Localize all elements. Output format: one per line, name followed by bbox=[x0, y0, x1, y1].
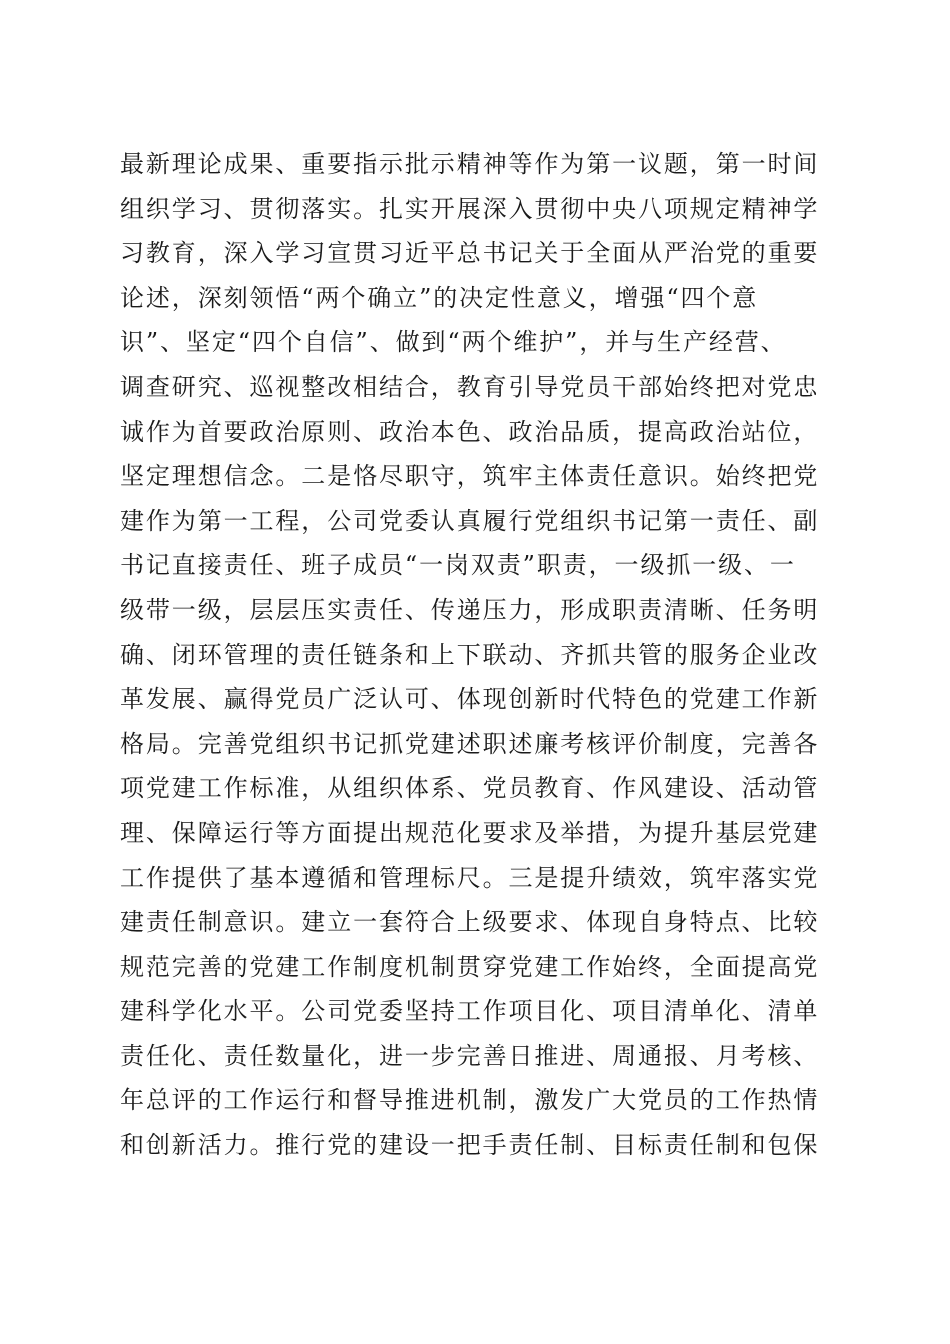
text-line: 习教育，深入学习宣贯习近平总书记关于全面从严治党的重要 bbox=[120, 239, 820, 268]
text-line: 书记直接责任、班子成员“一岗双责”职责，一级抓一级、一 bbox=[120, 551, 796, 580]
text-line: 坚定理想信念。二是恪尽职守，筑牢主体责任意识。始终把党 bbox=[120, 462, 820, 491]
text-line: 建科学化水平。公司党委坚持工作项目化、项目清单化、清单 bbox=[120, 997, 820, 1026]
text-line: 级带一级，层层压实责任、传递压力，形成职责清晰、任务明 bbox=[120, 595, 820, 624]
text-line: 调查研究、巡视整改相结合，教育引导党员干部始终把对党忠 bbox=[120, 372, 820, 401]
text-line: 识”、坚定“四个自信”、做到“两个维护”，并与生产经营、 bbox=[120, 328, 787, 357]
text-line: 最新理论成果、重要指示批示精神等作为第一议题，第一时间 bbox=[120, 150, 820, 178]
text-line: 项党建工作标准，从组织体系、党员教育、作风建设、活动管 bbox=[120, 774, 820, 803]
text-line: 规范完善的党建工作制度机制贯穿党建工作始终，全面提高党 bbox=[120, 952, 820, 981]
text-line: 诚作为首要政治原则、政治本色、政治品质，提高政治站位， bbox=[120, 417, 820, 446]
text-line: 建作为第一工程，公司党委认真履行党组织书记第一责任、副 bbox=[120, 506, 820, 535]
text-line: 革发展、赢得党员广泛认可、体现创新时代特色的党建工作新 bbox=[120, 685, 820, 714]
text-line: 理、保障运行等方面提出规范化要求及举措，为提升基层党建 bbox=[120, 818, 820, 847]
text-line: 年总评的工作运行和督导推进机制，激发广大党员的工作热情 bbox=[120, 1086, 820, 1115]
text-line: 组织学习、贯彻落实。扎实开展深入贯彻中央八项规定精神学 bbox=[120, 194, 820, 223]
text-line: 格局。完善党组织书记抓党建述职述廉考核评价制度，完善各 bbox=[120, 729, 820, 758]
text-line: 建责任制意识。建立一套符合上级要求、体现自身特点、比较 bbox=[120, 908, 820, 937]
text-line: 工作提供了基本遵循和管理标尺。三是提升绩效，筑牢落实党 bbox=[120, 863, 820, 892]
text-line: 确、闭环管理的责任链条和上下联动、齐抓共管的服务企业改 bbox=[120, 640, 820, 669]
body-paragraph bbox=[120, 142, 860, 1168]
text-line: 和创新活力。推行党的建设一把手责任制、目标责任制和包保 bbox=[120, 1131, 820, 1160]
text-line: 责任化、责任数量化，进一步完善日推进、周通报、月考核、 bbox=[120, 1041, 820, 1070]
text-line: 论述，深刻领悟“两个确立”的决定性意义，增强“四个意 bbox=[120, 283, 759, 312]
